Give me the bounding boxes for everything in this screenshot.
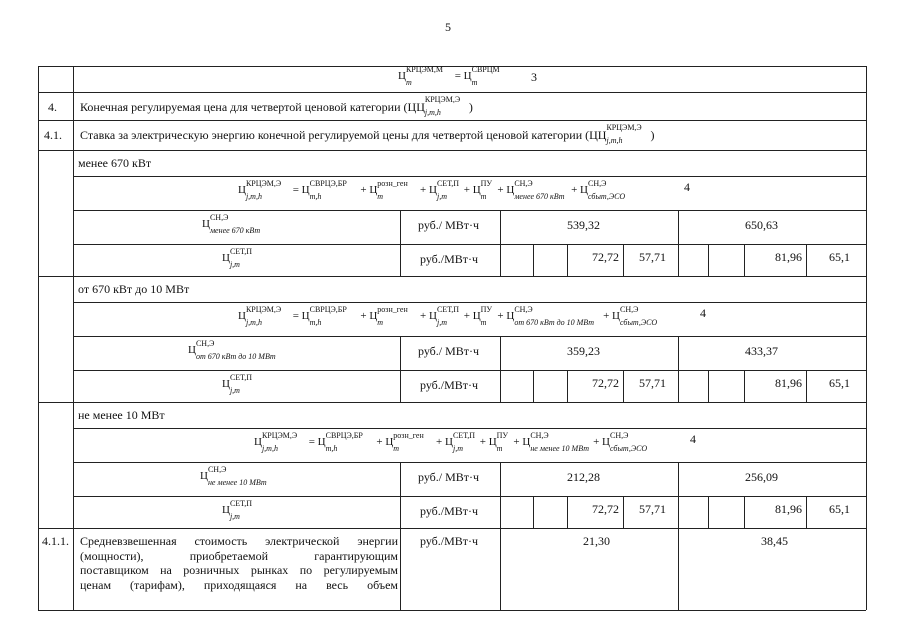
formula-line: Ц КРЦЭМ,Э j,m,h = Ц СВРЦЭ,БР m,h + Ц розн_ген m + Ц СЕТ,П j,m + Ц ПУ m + Ц СН,Э менее 670 кВт + Ц СН,Э сбыт,ЭСО: [238, 179, 626, 201]
price-symbol: Ц СЕТ,П j,m: [222, 373, 253, 395]
row-number: 4.1.1.: [42, 534, 69, 548]
rule-v: [73, 528, 74, 610]
row-number: 4.: [48, 100, 57, 114]
value-cell: 256,09: [745, 470, 778, 484]
symbol-subscript: m: [377, 192, 384, 201]
rule-v: [38, 120, 39, 150]
value-cell: 539,32: [567, 218, 600, 232]
rule-h: [38, 402, 866, 403]
rule-v: [73, 66, 74, 92]
table-top: [38, 66, 866, 67]
value-cell: 359,23: [567, 344, 600, 358]
symbol-subscript: j,m: [452, 444, 463, 453]
rule-v: [38, 210, 39, 244]
component-symbol: [222, 373, 253, 395]
rule-v: [38, 92, 39, 120]
value-cell: 72,72: [592, 376, 619, 390]
price-symbol-lhs: Ц КРЦЭМ,М m: [398, 65, 444, 87]
rule-v: [866, 528, 867, 610]
rule-v: [38, 462, 39, 496]
description-line: Средневзвешенная стоимость электрической энергии: [80, 534, 398, 548]
description-line: поставщиком на розничных рынках по регулируемым: [80, 563, 398, 577]
footnote-marker: 4: [684, 180, 690, 194]
symbol-superscript: СЕТ,П: [452, 431, 476, 440]
symbol-superscript: КРЦЭМ,Э: [261, 431, 298, 440]
formula-line: Ц КРЦЭМ,Э j,m,h = Ц СВРЦЭ,БР m,h + Ц розн_ген m + Ц СЕТ,П j,m + Ц ПУ m + Ц СН,Э от 670 кВт до 10 МВт + Ц СН,Э сбыт,ЭСО: [238, 305, 658, 327]
symbol-subscript: m: [496, 444, 503, 453]
subcol-rule: [708, 496, 709, 528]
rule-h: [38, 120, 866, 121]
symbol-subscript: сбыт,ЭСО: [587, 192, 626, 201]
rule-v: [73, 496, 74, 528]
subcol-rule: [708, 244, 709, 276]
symbol-subscript: j,m: [229, 260, 240, 269]
rule-v: [400, 496, 401, 528]
rule-v: [38, 302, 39, 336]
rule-v: [73, 428, 74, 462]
rule-v: [73, 244, 74, 276]
value-cell: 65,1: [829, 376, 850, 390]
footnote-marker: 4: [700, 306, 706, 320]
rule-v: [73, 120, 74, 150]
value-cell: 72,72: [592, 250, 619, 264]
rule-v: [38, 150, 39, 176]
rule-h: [73, 370, 866, 371]
symbol-subscript: m: [471, 78, 478, 87]
subcol-rule: [533, 244, 534, 276]
price-symbol-term: Ц СН,Э не менее 10 МВт: [522, 431, 589, 453]
symbol-superscript: КРЦЭМ,Э: [606, 123, 642, 132]
rule-v: [678, 370, 679, 402]
unit-label: руб./ МВт·ч: [418, 470, 480, 484]
symbol-subscript: j,m,h: [606, 136, 623, 145]
rule-v: [38, 176, 39, 210]
value-cell: 212,28: [567, 470, 600, 484]
value-cell: 81,96: [775, 502, 802, 516]
symbol-subscript: j,m: [436, 192, 447, 201]
value-cell: 57,71: [639, 502, 666, 516]
footnote-marker: 3: [531, 70, 537, 84]
symbol-subscript: m: [405, 78, 412, 87]
price-symbol-term: Ц СЕТ,П j,m: [445, 431, 476, 453]
price-symbol: Ц СН,Э менее 670 кВт: [202, 213, 261, 235]
price-symbol: Ц СН,Э от 670 кВт до 10 МВт: [188, 339, 276, 361]
value-cell: 65,1: [829, 502, 850, 516]
rule-h: [38, 276, 866, 277]
symbol-superscript: СВРЦЭ,БР: [309, 305, 347, 314]
rule-v: [678, 496, 679, 528]
price-symbol-term: Ц СН,Э сбыт,ЭСО: [602, 431, 648, 453]
subcol-rule: [708, 370, 709, 402]
symbol-subscript: j,m: [229, 386, 240, 395]
price-symbol-lhs: Ц КРЦЭМ,Э j,m,h: [238, 305, 282, 327]
value-cell: 57,71: [639, 250, 666, 264]
price-symbol-lhs: Ц КРЦЭМ,Э j,m,h: [238, 179, 282, 201]
rule-v: [866, 120, 867, 150]
rule-v: [866, 336, 867, 370]
formula-line: Ц КРЦЭМ,М m = Ц СВРЦМ m: [398, 65, 500, 87]
value-cell: 21,30: [583, 534, 610, 548]
group-label: от 670 кВт до 10 МВт: [78, 282, 190, 296]
rule-v: [500, 244, 501, 276]
value-cell: 72,72: [592, 502, 619, 516]
symbol-superscript: СН,Э: [207, 465, 227, 474]
price-symbol-rhs: Ц СВРЦМ m: [463, 65, 500, 87]
price-symbol-term: Ц ПУ m: [472, 179, 493, 201]
symbol-subscript: сбыт,ЭСО: [609, 444, 648, 453]
rule-v: [73, 150, 74, 176]
rule-v: [38, 402, 39, 428]
rule-v: [400, 336, 401, 370]
symbol-subscript: m,h: [309, 192, 322, 201]
symbol-subscript: сбыт,ЭСО: [619, 318, 658, 327]
price-symbol-term: Ц СЕТ,П j,m: [429, 179, 460, 201]
rule-v: [866, 402, 867, 428]
rule-v: [38, 336, 39, 370]
symbol-superscript: СВРЦЭ,БР: [325, 431, 363, 440]
price-symbol-lhs: Ц КРЦЭМ,Э j,m,h: [254, 431, 298, 453]
price-symbol-term: Ц СВРЦЭ,БР m,h: [301, 305, 347, 327]
component-symbol: [188, 339, 276, 361]
rule-v: [73, 210, 74, 244]
value-cell: 65,1: [829, 250, 850, 264]
rule-v: [73, 402, 74, 428]
rule-v: [38, 428, 39, 462]
symbol-superscript: КРЦЭМ,М: [405, 65, 444, 74]
symbol-subscript: j,m: [436, 318, 447, 327]
price-symbol-term: Ц СН,Э сбыт,ЭСО: [580, 179, 626, 201]
component-symbol: [222, 247, 253, 269]
rule-v: [866, 92, 867, 120]
row-description: [80, 534, 398, 592]
subcol-rule: [533, 370, 534, 402]
rule-h: [73, 462, 866, 463]
value-cell: 650,63: [745, 218, 778, 232]
description-line: (мощности), приобретаемой гарантирующим: [80, 548, 398, 563]
symbol-superscript: СВРЦЭ,БР: [309, 179, 347, 188]
symbol-subscript: j,m: [229, 512, 240, 521]
price-symbol-term: Ц ПУ m: [472, 305, 493, 327]
description-line: ценам (тарифам), приходящаяся на весь объем: [80, 577, 398, 592]
symbol-superscript: ПУ: [480, 179, 493, 188]
price-symbol: Ц СЕТ,П j,m: [222, 247, 253, 269]
rule-v: [400, 370, 401, 402]
price-symbol: Ц СЕТ,П j,m: [222, 499, 253, 521]
price-symbol-term: Ц розн_ген m: [385, 431, 424, 453]
symbol-subscript: не менее 10 МВт: [207, 478, 267, 487]
symbol-superscript: розн_ген: [377, 179, 408, 188]
value-cell: 81,96: [775, 376, 802, 390]
rule-v: [866, 244, 867, 276]
rule-v: [38, 496, 39, 528]
row-title: Конечная регулируемая цена для четвертой ценовой категории (ЦЦ КРЦЭМ,Э j,m,h ): [80, 95, 473, 117]
symbol-superscript: СН,Э: [587, 179, 607, 188]
rule-h: [73, 244, 866, 245]
price-symbol: Ц КРЦЭМ,Э j,m,h: [597, 123, 642, 145]
rule-v: [38, 276, 39, 302]
unit-label: руб./ МВт·ч: [418, 218, 480, 232]
symbol-subscript: j,m,h: [245, 192, 262, 201]
unit-label: руб./МВт·ч: [420, 378, 479, 392]
rule-v: [73, 336, 74, 370]
symbol-superscript: СЕТ,П: [229, 499, 253, 508]
symbol-superscript: СН,Э: [514, 305, 533, 314]
rule-v: [866, 66, 867, 92]
unit-label: руб./МВт·ч: [420, 252, 479, 266]
symbol-superscript: СЕТ,П: [229, 247, 253, 256]
rule-v: [500, 370, 501, 402]
symbol-superscript: СН,Э: [209, 213, 229, 222]
unit-label: руб./ МВт·ч: [418, 344, 480, 358]
rule-v: [73, 276, 74, 302]
symbol-superscript: КРЦЭМ,Э: [245, 305, 282, 314]
rule-v: [866, 462, 867, 496]
rule-v: [866, 276, 867, 302]
symbol-superscript: СН,Э: [530, 431, 549, 440]
row-title: Ставка за электрическую энергию конечной регулируемой цены для четвертой ценовой категории (ЦЦ КРЦЭМ,Э j,m,h ): [80, 123, 655, 145]
symbol-subscript: m: [393, 444, 400, 453]
symbol-subscript: j,m,h: [424, 108, 441, 117]
price-symbol-term: Ц розн_ген m: [369, 179, 408, 201]
price-symbol-term: Ц ПУ m: [488, 431, 509, 453]
symbol-subscript: m,h: [309, 318, 322, 327]
rule-h: [73, 176, 866, 177]
rule-h: [38, 150, 866, 151]
symbol-subscript: от 670 кВт до 10 МВт: [195, 352, 276, 361]
price-symbol-term: Ц СН,Э сбыт,ЭСО: [612, 305, 658, 327]
component-symbol: [200, 465, 267, 487]
rule-v: [73, 302, 74, 336]
rule-v: [866, 302, 867, 336]
component-symbol: [222, 499, 253, 521]
symbol-subscript: менее 670 кВт: [514, 192, 565, 201]
subcol-rule: [533, 496, 534, 528]
rule-v: [866, 370, 867, 402]
rule-v: [500, 496, 501, 528]
page-number: 5: [445, 20, 451, 34]
unit-label: руб./МВт·ч: [420, 534, 479, 548]
symbol-superscript: СН,Э: [514, 179, 533, 188]
unit-label: руб./МВт·ч: [420, 504, 479, 518]
symbol-superscript: СН,Э: [619, 305, 639, 314]
rule-h: [73, 496, 866, 497]
component-symbol: [202, 213, 261, 235]
formula-line: Ц КРЦЭМ,Э j,m,h = Ц СВРЦЭ,БР m,h + Ц розн_ген m + Ц СЕТ,П j,m + Ц ПУ m + Ц СН,Э не менее 10 МВт + Ц СН,Э сбыт,ЭСО: [254, 431, 648, 453]
symbol-superscript: СН,Э: [609, 431, 629, 440]
price-symbol-term: Ц СН,Э менее 670 кВт: [506, 179, 565, 201]
rule-h: [73, 210, 866, 211]
symbol-superscript: СН,Э: [195, 339, 215, 348]
rule-v: [38, 244, 39, 276]
rule-h: [73, 336, 866, 337]
rule-h: [38, 528, 866, 529]
symbol-subscript: m: [480, 192, 487, 201]
rule-h: [38, 92, 866, 93]
rule-v: [678, 244, 679, 276]
rule-v: [73, 92, 74, 120]
price-symbol-term: Ц СВРЦЭ,БР m,h: [301, 179, 347, 201]
value-cell: 38,45: [761, 534, 788, 548]
symbol-subscript: j,m,h: [261, 444, 278, 453]
rule-v: [866, 176, 867, 210]
rule-v: [866, 210, 867, 244]
rule-v: [866, 496, 867, 528]
table-bottom: [38, 610, 866, 611]
value-cell: 433,37: [745, 344, 778, 358]
rule-v: [866, 428, 867, 462]
symbol-subscript: от 670 кВт до 10 МВт: [514, 318, 595, 327]
symbol-superscript: ПУ: [496, 431, 509, 440]
price-symbol: Ц КРЦЭМ,Э j,m,h: [416, 95, 461, 117]
price-symbol-term: Ц СЕТ,П j,m: [429, 305, 460, 327]
price-symbol-term: Ц СН,Э от 670 кВт до 10 МВт: [506, 305, 595, 327]
value-cell: 57,71: [639, 376, 666, 390]
price-symbol-term: Ц розн_ген m: [369, 305, 408, 327]
rule-v: [73, 462, 74, 496]
symbol-superscript: ПУ: [480, 305, 493, 314]
symbol-subscript: j,m,h: [245, 318, 262, 327]
symbol-subscript: m,h: [325, 444, 338, 453]
rule-h: [73, 428, 866, 429]
symbol-subscript: менее 670 кВт: [209, 226, 261, 235]
rule-v: [866, 150, 867, 176]
symbol-superscript: розн_ген: [377, 305, 408, 314]
rule-v: [73, 176, 74, 210]
symbol-subscript: m: [377, 318, 384, 327]
rule-v: [400, 462, 401, 496]
symbol-subscript: не менее 10 МВт: [530, 444, 589, 453]
rule-v: [73, 370, 74, 402]
row-number: 4.1.: [44, 128, 62, 142]
rule-v: [400, 244, 401, 276]
group-label: не менее 10 МВт: [78, 408, 165, 422]
rule-h: [73, 302, 866, 303]
symbol-superscript: КРЦЭМ,Э: [245, 179, 282, 188]
price-symbol-term: Ц СВРЦЭ,БР m,h: [317, 431, 363, 453]
rule-v: [38, 528, 39, 610]
rule-v: [400, 528, 401, 610]
price-symbol: Ц СН,Э не менее 10 МВт: [200, 465, 267, 487]
value-cell: 81,96: [775, 250, 802, 264]
rule-v: [38, 66, 39, 92]
symbol-superscript: СВРЦМ: [471, 65, 500, 74]
symbol-superscript: СЕТ,П: [436, 305, 460, 314]
rule-v: [400, 210, 401, 244]
symbol-superscript: СЕТ,П: [436, 179, 460, 188]
group-label: менее 670 кВт: [78, 156, 152, 170]
symbol-superscript: СЕТ,П: [229, 373, 253, 382]
symbol-superscript: розн_ген: [393, 431, 424, 440]
symbol-superscript: КРЦЭМ,Э: [424, 95, 461, 104]
symbol-subscript: m: [480, 318, 487, 327]
footnote-marker: 4: [690, 432, 696, 446]
rule-v: [38, 370, 39, 402]
